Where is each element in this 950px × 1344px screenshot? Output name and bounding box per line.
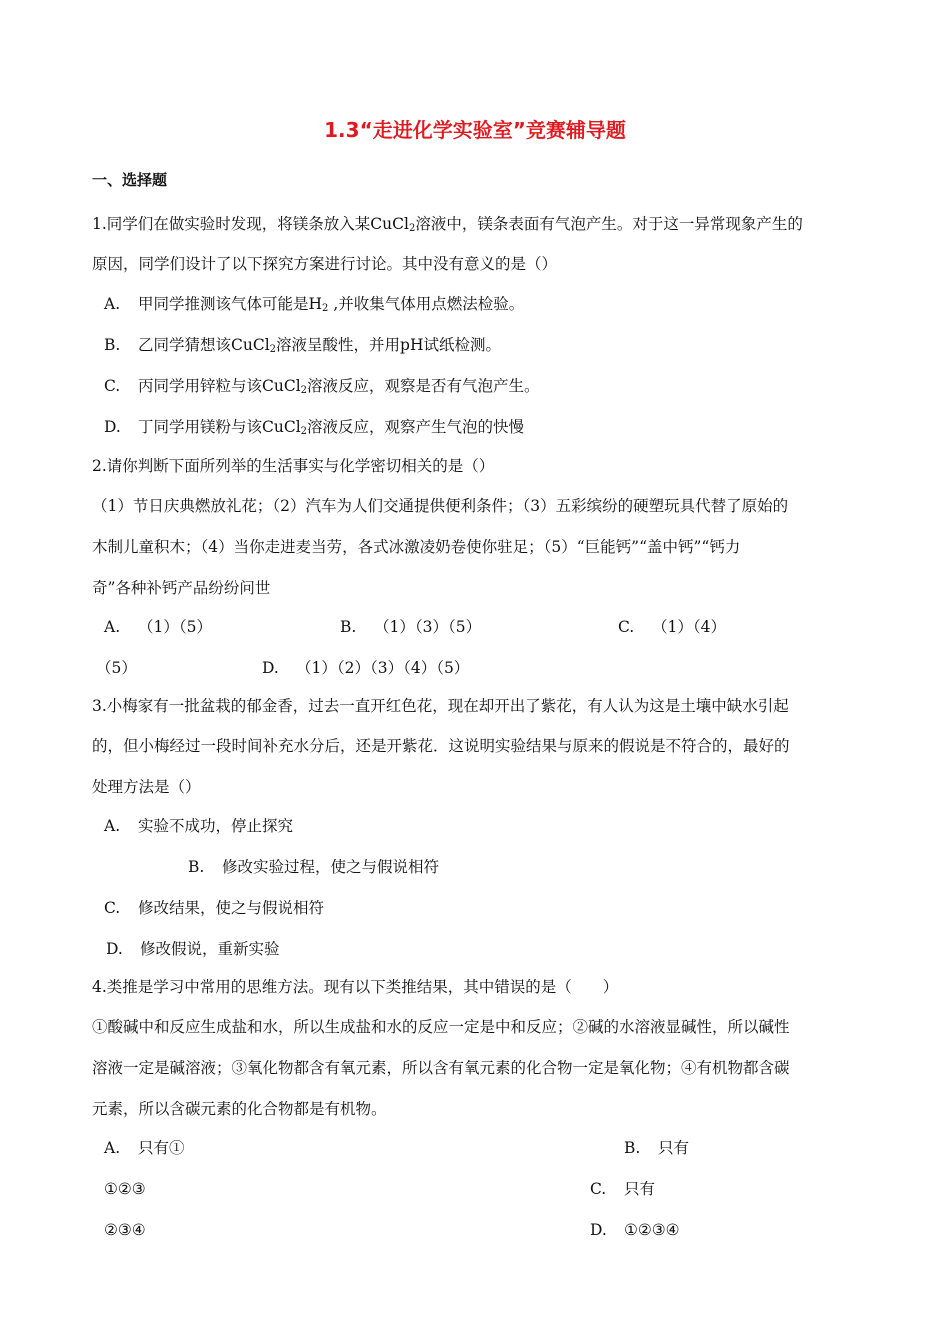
option-label: D. bbox=[262, 659, 279, 677]
q1-option-a bbox=[104, 293, 524, 320]
option-text-b: 溶液反应，观察是否有气泡产生。 bbox=[307, 377, 540, 395]
option-text: 丁同学用镁粉与该CuCl bbox=[138, 418, 301, 436]
q3-option-c bbox=[104, 897, 324, 919]
q4-option-b-continued: ①②③ bbox=[104, 1180, 146, 1198]
option-label: B. bbox=[188, 858, 205, 876]
q2-stem-line2: （1）节日庆典燃放礼花；（2）汽车为人们交通提供便利条件；（3）五彩缤纷的硬塑玩具代替了原始的 bbox=[92, 497, 789, 515]
q2-option-c bbox=[618, 616, 726, 638]
q4-option-b bbox=[624, 1137, 689, 1159]
document-title: 1.3“走进化学实验室”竞赛辅导题 bbox=[324, 118, 626, 142]
option-label: C. bbox=[104, 899, 121, 917]
q3-stem-line1: 3.小梅家有一批盆栽的郁金香，过去一直开红色花，现在却开出了紫花，有人认为这是土壤中缺水引起 bbox=[92, 697, 789, 715]
q3-option-b bbox=[188, 856, 439, 878]
option-text: （1）（4） bbox=[652, 618, 726, 636]
q4-option-c-continued: ②③④ bbox=[104, 1221, 146, 1239]
q2-option-a bbox=[104, 616, 212, 638]
option-text: 修改假说，重新实验 bbox=[140, 940, 280, 958]
option-label: D. bbox=[590, 1221, 607, 1239]
option-text: （1）（2）（3）（4）（5） bbox=[296, 659, 470, 677]
option-label: D. bbox=[106, 940, 123, 958]
option-label: C. bbox=[618, 618, 635, 636]
q1-option-c bbox=[104, 375, 540, 402]
q2-stem-line4: 奇”各种补钙产品纷纷问世 bbox=[92, 579, 271, 597]
q4-option-d bbox=[590, 1219, 680, 1241]
option-text: （1）（3）（5） bbox=[374, 618, 482, 636]
q4-stem-line1: 4.类推是学习中常用的思维方法。现有以下类推结果，其中错误的是（ ） bbox=[92, 978, 619, 996]
option-text: 修改结果，使之与假说相符 bbox=[138, 899, 325, 917]
q1-stem-line1 bbox=[92, 213, 803, 240]
q1-stem-sub: 2 bbox=[408, 223, 416, 234]
option-text: ①②③④ bbox=[624, 1221, 680, 1239]
q2-option-d bbox=[262, 657, 469, 679]
option-label: A. bbox=[104, 817, 121, 835]
option-text: （1）（5） bbox=[138, 618, 212, 636]
q4-stem-line2: ①酸碱中和反应生成盐和水，所以生成盐和水的反应一定是中和反应；②碱的水溶液显碱性，所以碱性 bbox=[92, 1018, 790, 1036]
q1-stem-line2: 原因，同学们设计了以下探究方案进行讨论。其中没有意义的是（） bbox=[92, 255, 558, 273]
q2-stem-line1: 2.请你判断下面所列举的生活事实与化学密切相关的是（） bbox=[92, 457, 495, 475]
q2-option-b bbox=[340, 616, 481, 638]
q4-option-c bbox=[590, 1178, 655, 1200]
option-sub: 2 bbox=[300, 426, 308, 437]
option-label: A. bbox=[104, 1139, 121, 1157]
option-text: 丙同学用锌粒与该CuCl bbox=[138, 377, 301, 395]
q2-option-c-continued: （5） bbox=[96, 659, 137, 677]
q2-stem-line3: 木制儿童积木；（4）当你走进麦当劳，各式冰激凌奶卷使你驻足；（5）“巨能钙”“盖中钙”“钙力 bbox=[92, 538, 741, 556]
section-heading: 一、选择题 bbox=[92, 171, 168, 189]
q3-option-d bbox=[106, 938, 280, 960]
q3-option-a bbox=[104, 815, 293, 837]
option-label: A. bbox=[104, 618, 121, 636]
option-label: D. bbox=[104, 418, 121, 436]
option-label: C. bbox=[104, 377, 121, 395]
option-label: B. bbox=[340, 618, 357, 636]
option-label: C. bbox=[590, 1180, 607, 1198]
option-text: 只有① bbox=[138, 1139, 185, 1157]
option-text: 实验不成功，停止探究 bbox=[138, 817, 294, 835]
option-text: 甲同学推测该气体可能是H bbox=[138, 295, 323, 313]
q4-stem-line4: 元素，所以含碳元素的化合物都是有机物。 bbox=[92, 1100, 387, 1118]
option-text-b: 溶液反应，观察产生气泡的快慢 bbox=[307, 418, 525, 436]
option-text: 修改实验过程，使之与假说相符 bbox=[222, 858, 440, 876]
q3-stem-line2: 的，但小梅经过一段时间补充水分后，还是开紫花．这说明实验结果与原来的假说是不符合的，最好的 bbox=[92, 737, 790, 755]
option-label: A. bbox=[104, 295, 121, 313]
q3-stem-line3: 处理方法是（） bbox=[92, 778, 201, 796]
option-sub: 2 bbox=[322, 303, 329, 314]
option-text: 乙同学猜想该CuCl bbox=[138, 336, 270, 354]
option-label: B. bbox=[104, 336, 121, 354]
q1-stem-text-b: 溶液中，镁条表面有气泡产生。对于这一异常现象产生的 bbox=[415, 215, 803, 233]
option-sub: 2 bbox=[269, 344, 277, 355]
option-sub: 2 bbox=[300, 385, 308, 396]
q4-stem-line3: 溶液一定是碱溶液；③氧化物都含有氧元素，所以含有氧元素的化合物一定是氧化物；④有机物都含碳 bbox=[92, 1059, 790, 1077]
q1-stem-text-a: 1.同学们在做实验时发现，将镁条放入某CuCl bbox=[92, 215, 409, 233]
q4-option-a bbox=[104, 1137, 185, 1159]
option-text: 只有 bbox=[658, 1139, 690, 1157]
q1-option-b bbox=[104, 334, 501, 361]
option-label: B. bbox=[624, 1139, 641, 1157]
option-text-b: ,并收集气体用点燃法检验。 bbox=[328, 295, 525, 313]
option-text: 只有 bbox=[624, 1180, 656, 1198]
option-text-b: 溶液呈酸性，并用pH试纸检测。 bbox=[276, 336, 501, 354]
q1-option-d bbox=[104, 416, 524, 443]
